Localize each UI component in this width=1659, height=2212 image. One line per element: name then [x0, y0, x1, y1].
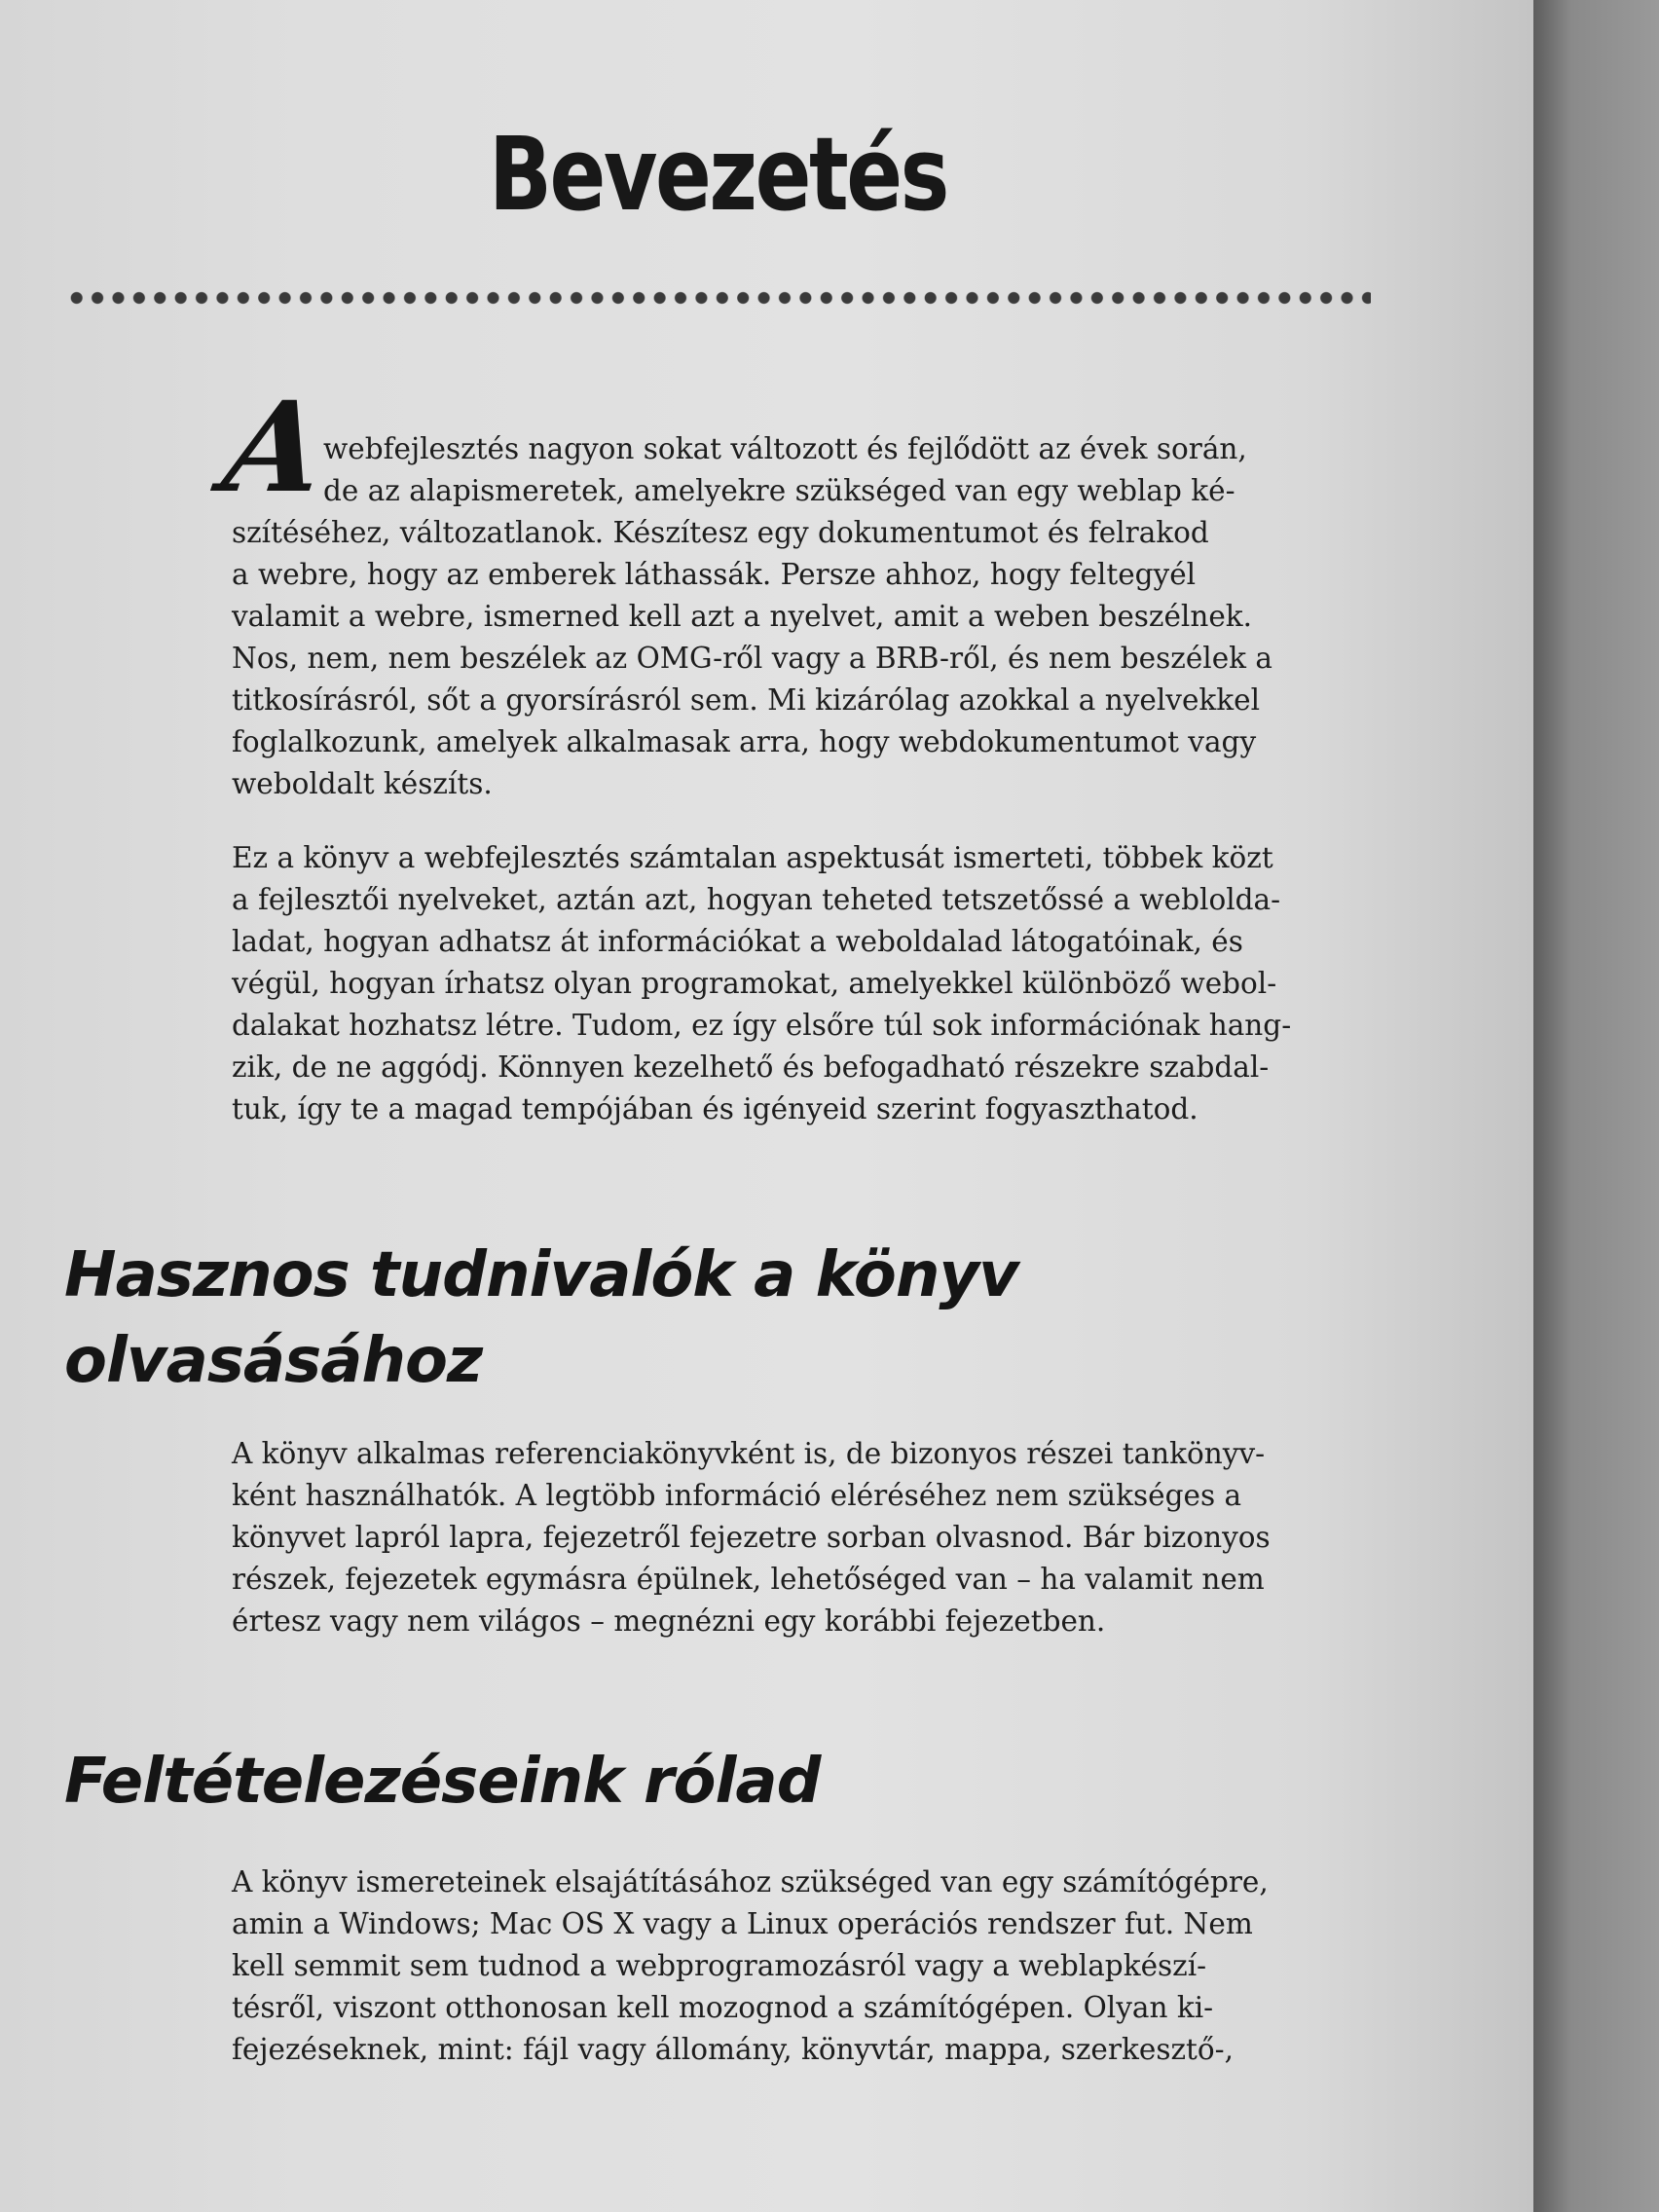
paragraph-line: tésről, viszont otthonosan kell mozognod a számítógépen. Olyan ki- — [232, 1991, 1214, 2024]
paragraph-line: Nos, nem, nem beszélek az OMG-ről vagy a BRB-ről, és nem beszélek a — [232, 642, 1273, 675]
section-heading-line: olvasásához — [64, 1325, 483, 1397]
paragraph-line: dalakat hozhatsz létre. Tudom, ez így elsőre túl sok információnak hang- — [232, 1009, 1292, 1042]
paragraph-line: könyvet lapról lapra, fejezetről fejezetre sorban olvasnod. Bár bizonyos — [232, 1521, 1271, 1554]
paragraph-line: tuk, így te a magad tempójában és igényeid szerint fogyaszthatod. — [232, 1092, 1198, 1125]
paragraph-line: de az alapismeretek, amelyekre szükséged van egy weblap ké- — [323, 474, 1235, 507]
page-title: Bevezetés — [489, 115, 947, 234]
paragraph-line: titkosírásról, sőt a gyorsírásról sem. Mi kizárólag azokkal a nyelvekkel — [232, 683, 1261, 717]
paragraph-line: webfejlesztés nagyon sokat változott és fejlődött az évek során, — [323, 432, 1247, 465]
paragraph-line: a webre, hogy az emberek láthassák. Persze ahhoz, hogy feltegyél — [232, 558, 1197, 591]
paragraph-line: A könyv alkalmas referenciakönyvként is, de bizonyos részei tankönyv- — [232, 1437, 1266, 1470]
dotted-divider — [66, 290, 1371, 306]
section-heading-hasznos — [64, 1233, 1018, 1404]
paragraph-line: kell semmit sem tudnod a webprogramozásról vagy a weblapkészí- — [232, 1949, 1207, 1982]
section-1-paragraph — [232, 1433, 1371, 1642]
paragraph-line: weboldalt készíts. — [232, 767, 493, 800]
paragraph-line: értesz vagy nem világos – megnézni egy korábbi fejezetben. — [232, 1604, 1106, 1638]
page-gutter-shadow — [1533, 0, 1659, 2212]
paragraph-line: a fejlesztői nyelveket, aztán azt, hogyan teheted tetszetőssé a weblolda- — [232, 883, 1281, 916]
paragraph-line: szítéséhez, változatlanok. Készítesz egy dokumentumot és felrakod — [232, 516, 1209, 549]
paragraph-line: A könyv ismereteinek elsajátításához szükséged van egy számítógépre, — [232, 1865, 1269, 1899]
intro-paragraph-body — [232, 512, 1371, 805]
section-heading-line: Hasznos tudnivalók a könyv — [64, 1239, 1018, 1311]
paragraph-line: részek, fejezetek egymásra épülnek, lehetőséged van – ha valamit nem — [232, 1563, 1265, 1596]
paragraph-line: foglalkozunk, amelyek alkalmasak arra, hogy webdokumentumot vagy — [232, 725, 1257, 758]
drop-cap — [215, 375, 333, 521]
drop-cap-letter: A — [215, 375, 333, 521]
section-heading-feltetelezeseink: Feltételezéseink rólad — [64, 1746, 821, 1818]
paragraph-line: végül, hogyan írhatsz olyan programokat, amelyekkel különböző webol- — [232, 967, 1277, 1000]
paragraph-line: Ez a könyv a webfejlesztés számtalan aspektusát ismerteti, többek közt — [232, 841, 1273, 874]
paragraph-line: ként használhatók. A legtöbb információ eléréséhez nem szükséges a — [232, 1479, 1242, 1512]
paragraph-line: fejezéseknek, mint: fájl vagy állomány, könyvtár, mappa, szerkesztő-, — [232, 2033, 1234, 2066]
paragraph-line: amin a Windows; Mac OS X vagy a Linux operációs rendszer fut. Nem — [232, 1907, 1253, 1940]
intro-paragraph-head — [323, 428, 1371, 512]
paragraph-line: valamit a webre, ismerned kell azt a nyelvet, amit a weben beszélnek. — [232, 600, 1253, 633]
paragraph-line: zik, de ne aggódj. Könnyen kezelhető és befogadható részekre szabdal- — [232, 1051, 1270, 1084]
section-2-paragraph — [232, 1862, 1371, 2071]
paragraph-2 — [232, 837, 1371, 1130]
paragraph-line: ladat, hogyan adhatsz át információkat a weboldalad látogatóinak, és — [232, 925, 1243, 958]
